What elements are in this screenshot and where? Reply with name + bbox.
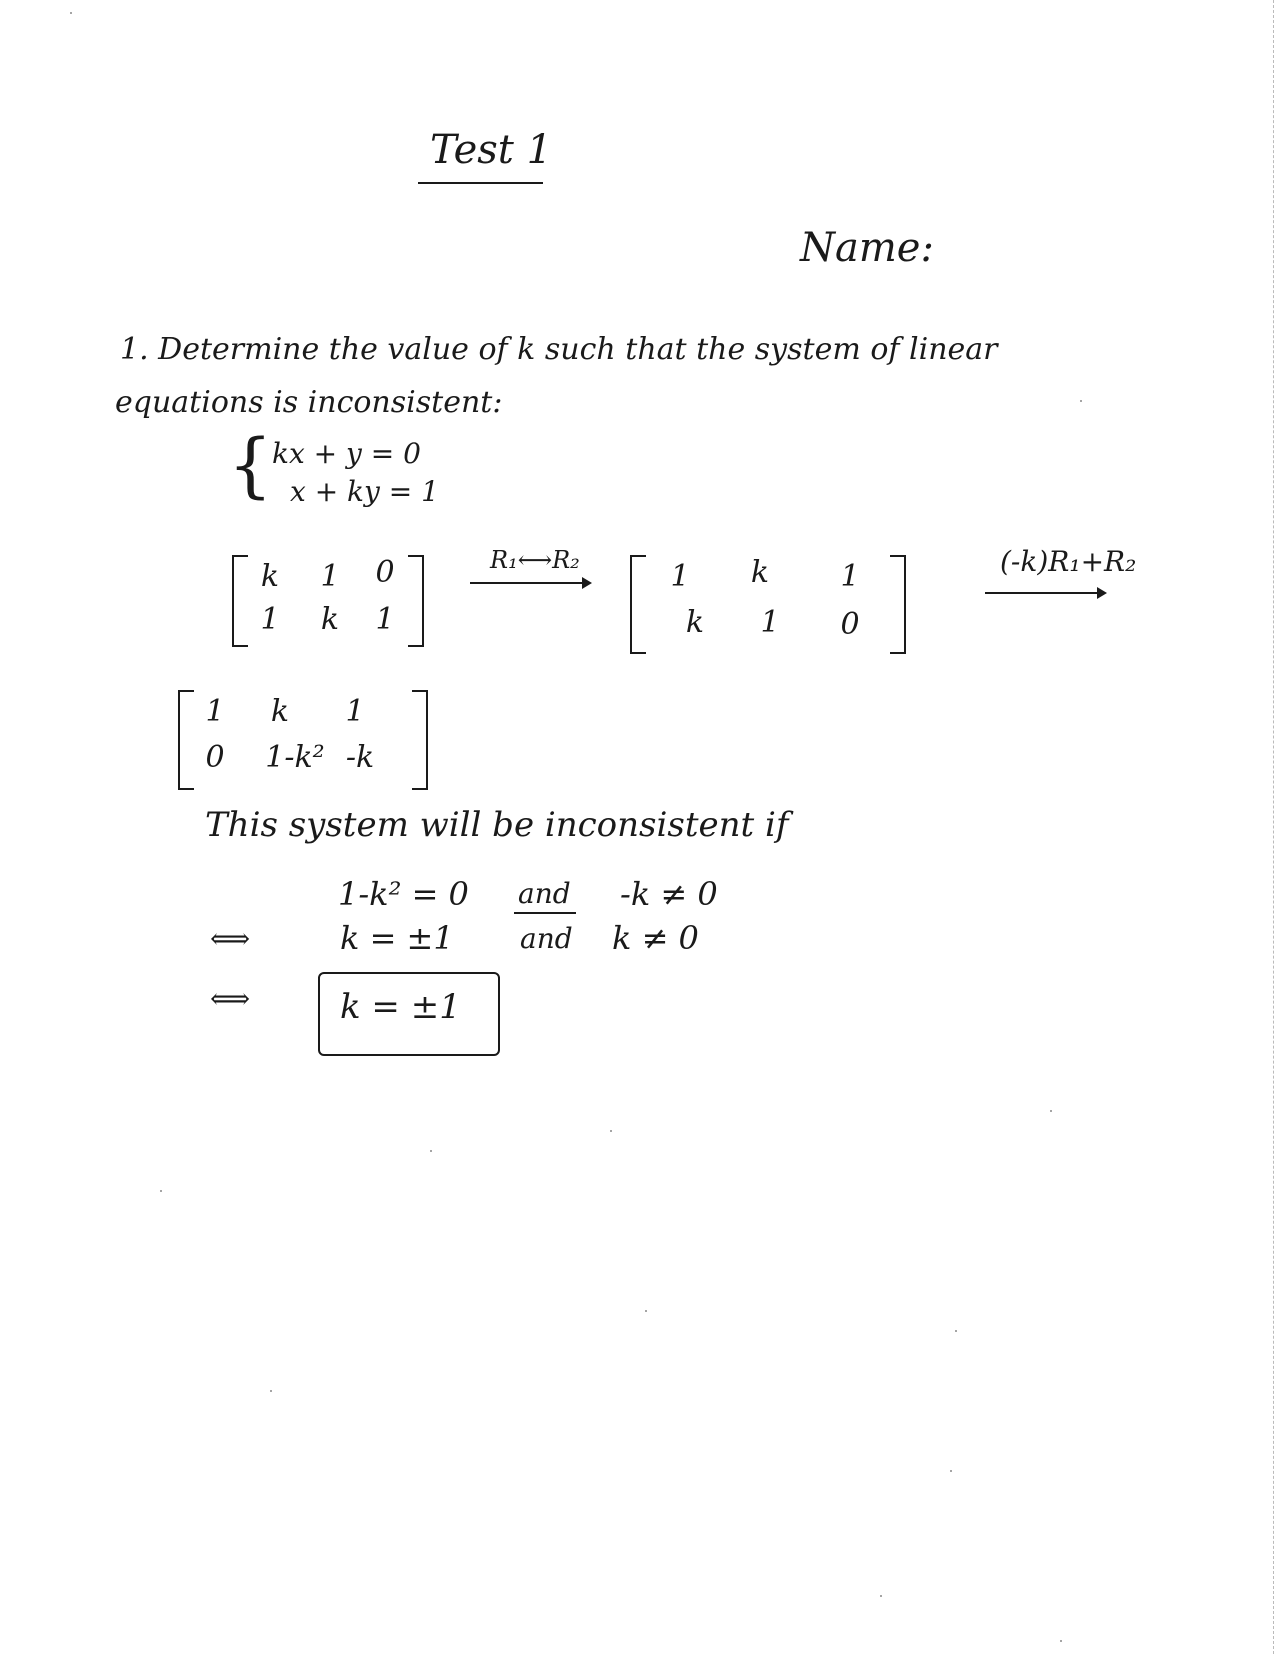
matrix-2-cell: 1 bbox=[670, 559, 690, 594]
matrix-1-cell: k bbox=[320, 602, 340, 637]
scan-speck bbox=[950, 1470, 952, 1472]
scan-speck bbox=[1080, 400, 1082, 402]
scan-speck bbox=[1060, 1640, 1062, 1642]
matrix-2-left-bracket bbox=[630, 555, 646, 654]
matrix-3-cell: 1-k² bbox=[265, 740, 325, 775]
condition-2: -k ≠ 0 bbox=[620, 875, 718, 913]
matrix-1-right-bracket bbox=[408, 555, 424, 647]
scan-speck bbox=[270, 1390, 272, 1392]
scan-speck bbox=[160, 1190, 162, 1192]
iff-symbol-2: ⟺ bbox=[210, 982, 251, 1015]
row-op-1-label: R₁⟷R₂ bbox=[490, 546, 580, 574]
row-op-1-arrow bbox=[470, 582, 590, 584]
scan-speck bbox=[955, 1330, 957, 1332]
matrix-2-right-bracket bbox=[890, 555, 906, 654]
equation-1: kx + y = 0 bbox=[272, 437, 421, 470]
and-underline bbox=[514, 912, 576, 914]
matrix-2-cell: 1 bbox=[840, 559, 860, 594]
matrix-3-right-bracket bbox=[412, 690, 428, 790]
matrix-3-cell: 1 bbox=[205, 694, 225, 729]
matrix-1-cell: 1 bbox=[375, 602, 395, 637]
scan-speck bbox=[70, 12, 72, 14]
final-answer: k = ±1 bbox=[340, 987, 461, 1027]
condition-1: 1-k² = 0 bbox=[338, 875, 469, 913]
conclusion-text: This system will be inconsistent if bbox=[205, 805, 789, 845]
condition-and: and bbox=[518, 877, 571, 910]
matrix-1-cell: 1 bbox=[320, 559, 340, 594]
matrix-1-cell: 1 bbox=[260, 602, 280, 637]
matrix-2-cell: k bbox=[750, 555, 770, 590]
matrix-2-cell: 0 bbox=[840, 607, 860, 642]
iff-symbol-1: ⟺ bbox=[210, 922, 251, 955]
step-inequality: k ≠ 0 bbox=[612, 919, 699, 957]
system-brace: { bbox=[228, 424, 273, 506]
step-and: and bbox=[520, 922, 573, 955]
matrix-3-cell: 1 bbox=[345, 694, 365, 729]
matrix-3-cell: k bbox=[270, 694, 290, 729]
matrix-1-cell: k bbox=[260, 559, 280, 594]
row-op-2-arrow bbox=[985, 592, 1105, 594]
matrix-3-cell: -k bbox=[345, 740, 375, 775]
equation-2: x + ky = 1 bbox=[290, 475, 439, 508]
page-edge bbox=[1272, 0, 1274, 1654]
matrix-2-cell: 1 bbox=[760, 605, 780, 640]
matrix-2-cell: k bbox=[685, 605, 705, 640]
step-equation: k = ±1 bbox=[340, 919, 454, 957]
scan-speck bbox=[880, 1595, 882, 1597]
row-op-2-label: (-k)R₁+R₂ bbox=[1000, 545, 1137, 578]
problem-line-2: equations is inconsistent: bbox=[115, 385, 503, 420]
scan-speck bbox=[610, 1130, 612, 1132]
scan-speck bbox=[645, 1310, 647, 1312]
title-underline bbox=[418, 182, 543, 184]
matrix-3-cell: 0 bbox=[205, 740, 225, 775]
test-title: Test 1 bbox=[430, 127, 553, 173]
matrix-1-cell: 0 bbox=[375, 555, 395, 590]
scan-speck bbox=[1050, 1110, 1052, 1112]
scan-speck bbox=[430, 1150, 432, 1152]
name-label: Name: bbox=[800, 225, 934, 271]
problem-line-1: 1. Determine the value of k such that the system of linear bbox=[120, 332, 998, 367]
